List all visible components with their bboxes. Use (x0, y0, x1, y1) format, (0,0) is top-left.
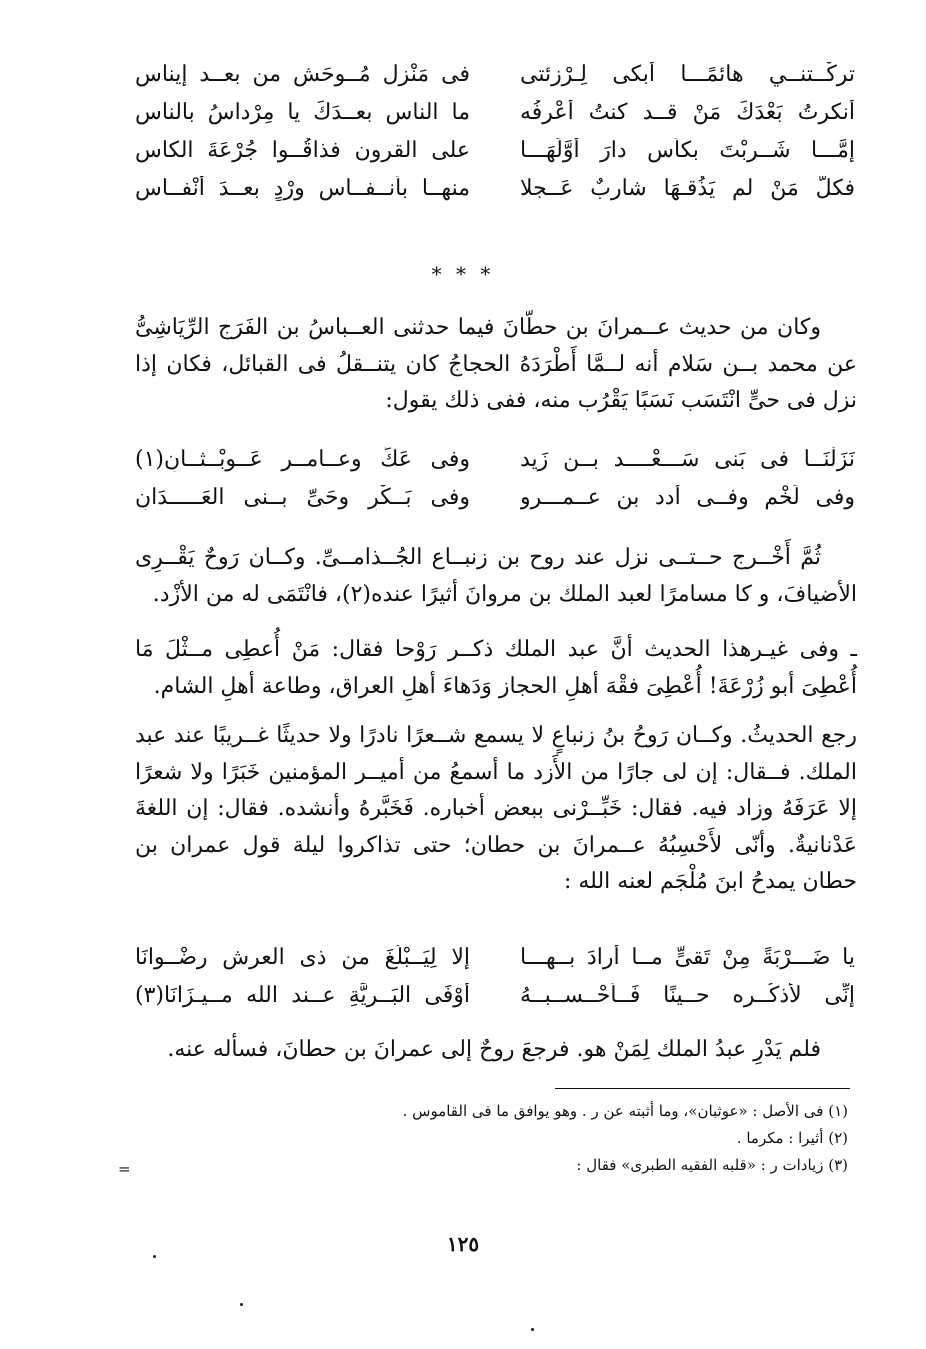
hemistich-left: إلا لِيَــبْلُغَ من ذى العرش رِضْــوانَا (135, 944, 470, 970)
poem-block-1 (135, 55, 855, 207)
hemistich-left: فى مَنْزِل مُــوحَش من بعــد إيناس (135, 61, 470, 87)
hemistich-left: على القرون فذاقُــوا جُرْعَةَ الكاسِ (135, 137, 470, 163)
prose-block-2 (135, 540, 857, 613)
poem-block-3 (135, 938, 855, 1014)
scan-speck (153, 1255, 156, 1258)
verse-line (135, 938, 855, 976)
paragraph: رجع الحديثُ. وكــان رَوحُ بنُ زنباعٍ لا يسمع شــعرًا نادرًا ولا حديثًا غــريبًا عند عبد الملك. فــقال: إن لى جارًا من الأَزد ما أسمعُ من أميــر المؤمنين خَبَرًا ولا شعرًا إلا عَرَفَهُ وزاد فيه. فقال: خَبِّــرْنى ببعض أخباره. فَخَبَّرهُ وأنشده. فقال: إن اللغةَ عَدْنانيةٌ. وأنّى لأَحْسِبُهُ عــمرانَ بن حطان؛ حتى تذاكروا ليلة قول عمران بن حطان يمدحُ ابنَ مُلْجَم لعنه الله : (135, 723, 857, 894)
hemistich-left: وفى عَكٍّ وعــامــرِ عَــوبْــثــانِ(١) (135, 446, 470, 472)
hemistich-right: إِمَّـــا شَــرِبْتَ بكأْسٍ دارَ أَوَّلُهَـــا (520, 137, 855, 163)
footnote: (٣) زيادات ر : «قلبه الفقيه الطبرى» فقال : (576, 1156, 848, 1174)
hemistich-left: أَوْفَى البَــرِيَّةِ عــند الله مــيـزَانَا(٣) (135, 982, 470, 1008)
page-number: ١٢٥ (446, 1232, 480, 1256)
paragraph: ـ وفى غيـرهذا الحديث أنَّ عبد الملك ذكــر رَوْحا فقال: مَنْ أُعطِى مــثْلَ مَا أُعْطِىَ أبو زُرْعَةَ! أُعْطِىَ فقْهَ أهلِ الحجاز وَدَهاءَ أهلِ العراق، وطاعة أهلِ الشام. (135, 637, 857, 699)
prose-block-5 (135, 1032, 857, 1069)
hemistich-left: منهــا بأَنــفــاسٍ وِرْدٍ بعــدَ أَنْفــاسِ (135, 175, 470, 201)
hemistich-right: تركْــتنــي هائمًـــا أبكى لِـرْزئتى (520, 61, 855, 87)
prose-block-3 (135, 632, 857, 705)
verse-line (135, 131, 855, 169)
verse-line (135, 976, 855, 1014)
paragraph: فلم يَدْرِ عبدُ الملك لِمَنْ هو. فرجعَ روحٌ إلى عمرانَ بن حطانَ، فسأله عنه. (167, 1037, 821, 1062)
hemistich-left: وفى بَــكْرٍ وحَىِّ بــنى العَـــــدَانِ (135, 484, 470, 510)
continuation-mark: = (118, 1160, 131, 1178)
verse-line (135, 169, 855, 207)
verse-line (135, 478, 855, 516)
footnotes (300, 1098, 848, 1179)
hemistich-right: يا ضَـــرْبَةً مِنْ تَقىٍّ مــا أرادَ بــهـــا (520, 944, 855, 970)
scan-speck (240, 1303, 243, 1306)
hemistich-right: إِنِّى لأَذكُــره حــينًا فَــأَحْــســبــهُ (520, 982, 855, 1008)
footnote: (١) فى الأصل : «عوثبان»، وما أثبته عن ر . وهو يوافق ما فى القاموس . (402, 1102, 848, 1120)
prose-block-1 (135, 310, 857, 420)
hemistich-right: وفى لَخْمٍ وفــى أدد بن عــمـــروٍ (520, 484, 855, 510)
verse-line (135, 93, 855, 131)
verse-line (135, 55, 855, 93)
poem-block-2 (135, 440, 855, 516)
hemistich-left: ما الناس بعــدَكَ يا مِرْداسُ بالناسِ (135, 99, 470, 125)
paragraph: ثُمَّ أَخْــرج حــتــى نزل عند روح بن زنبــاع الجُــذامــىِّ. وكــان رَوحٌ يَقْــرِى الأضيافَ، و كا مسامرًا لعبد الملك بن مروانَ أثيرًا عنده(٢)، فانْتَمَى له من الأزْد. (135, 545, 857, 607)
prose-block-4 (135, 718, 857, 901)
scan-speck (531, 1328, 534, 1331)
hemistich-right: فكلُّ مَنْ لم يَذُقـهَا شاربٌ عَــجلا (520, 175, 855, 201)
section-separator: * * * (431, 262, 495, 286)
footnote-divider (555, 1088, 850, 1089)
hemistich-right: نَزَلْنَــا فى بَنى سَـــعْــــد بــن زَيد (520, 446, 855, 472)
footnote: (٢) أثيرا : مكرما . (736, 1129, 848, 1147)
paragraph: وكان من حديث عــمرانَ بن حطّانَ فيما حدثنى العــباسُ بن الفَرَج الرِّيَاشِىُّ عن محمد بــن سَلام أنه لــمَّا أَطْرَدَهُ الحجاجُ كان يتنــقلُ فى القبائل، فكان إذا نزل فى حىٍّ انْتَسَب نَسَبًا يَقْرُب منه، ففى ذلك يقول: (135, 315, 857, 413)
verse-line (135, 440, 855, 478)
hemistich-right: أَنكرتُ بَعْدَكَ مَنْ قــد كنتُ أَعْرِفُه (520, 99, 855, 125)
